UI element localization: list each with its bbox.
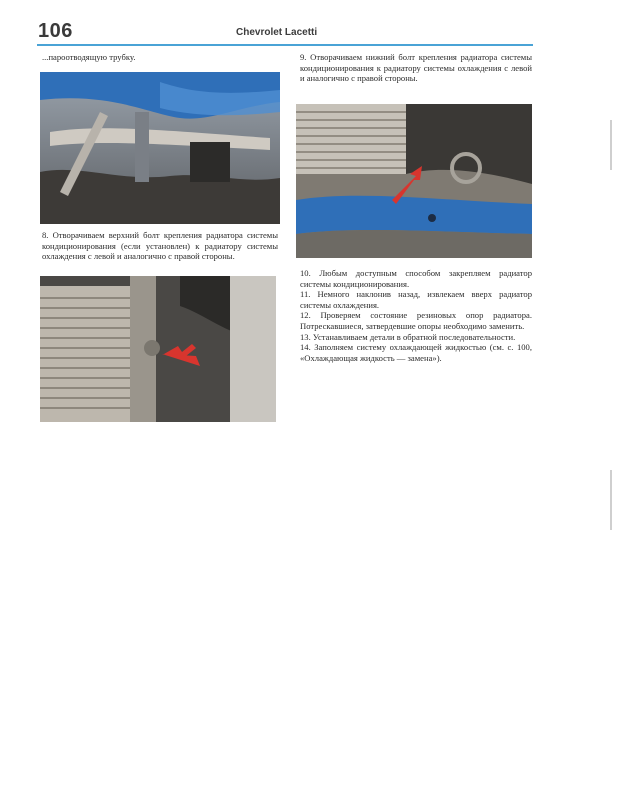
steps-10-14	[300, 268, 532, 363]
scan-edge-mark	[610, 120, 612, 170]
step-13-text: 13. Устанавливаем детали в обратной последовательности.	[300, 331, 516, 342]
step-12-text: 12. Проверяем состояние резиновых опор радиатора. Потрескавшиеся, затвердевшие опоры необходимо заменить.	[300, 310, 532, 331]
step-11-text: 11. Немного наклонив назад, извлекаем вверх радиатор системы охлаждения.	[300, 289, 532, 310]
step-14-text: 14. Заполняем систему охлаждающей жидкостью (см. с. 100, «Охлаждающая жидкость — замена»).	[300, 342, 532, 363]
running-head: Chevrolet Lacetti	[236, 27, 318, 38]
page-number: 106	[38, 20, 73, 42]
scan-edge-mark	[610, 470, 612, 530]
photo-upper-bolt	[40, 276, 276, 422]
step-8-text: 8. Отворачиваем верхний болт крепления радиатора системы кондиционирования (если установлен) к радиатору системы охлаждения с левой и аналогично с правой стороны.	[42, 230, 278, 262]
header-rule	[37, 44, 533, 46]
step-10-text: 10. Любым доступным способом закрепляем радиатор системы кондиционирования.	[300, 268, 532, 289]
photo-steam-pipe	[40, 72, 280, 224]
step-9-text: 9. Отворачиваем нижний болт крепления радиатора системы кондиционирования к радиатору системы охлаждения с левой и аналогично с правой стороны.	[300, 52, 532, 84]
photo-lower-bolt	[296, 104, 532, 258]
intro-text: ...пароотводящую трубку.	[42, 52, 136, 62]
